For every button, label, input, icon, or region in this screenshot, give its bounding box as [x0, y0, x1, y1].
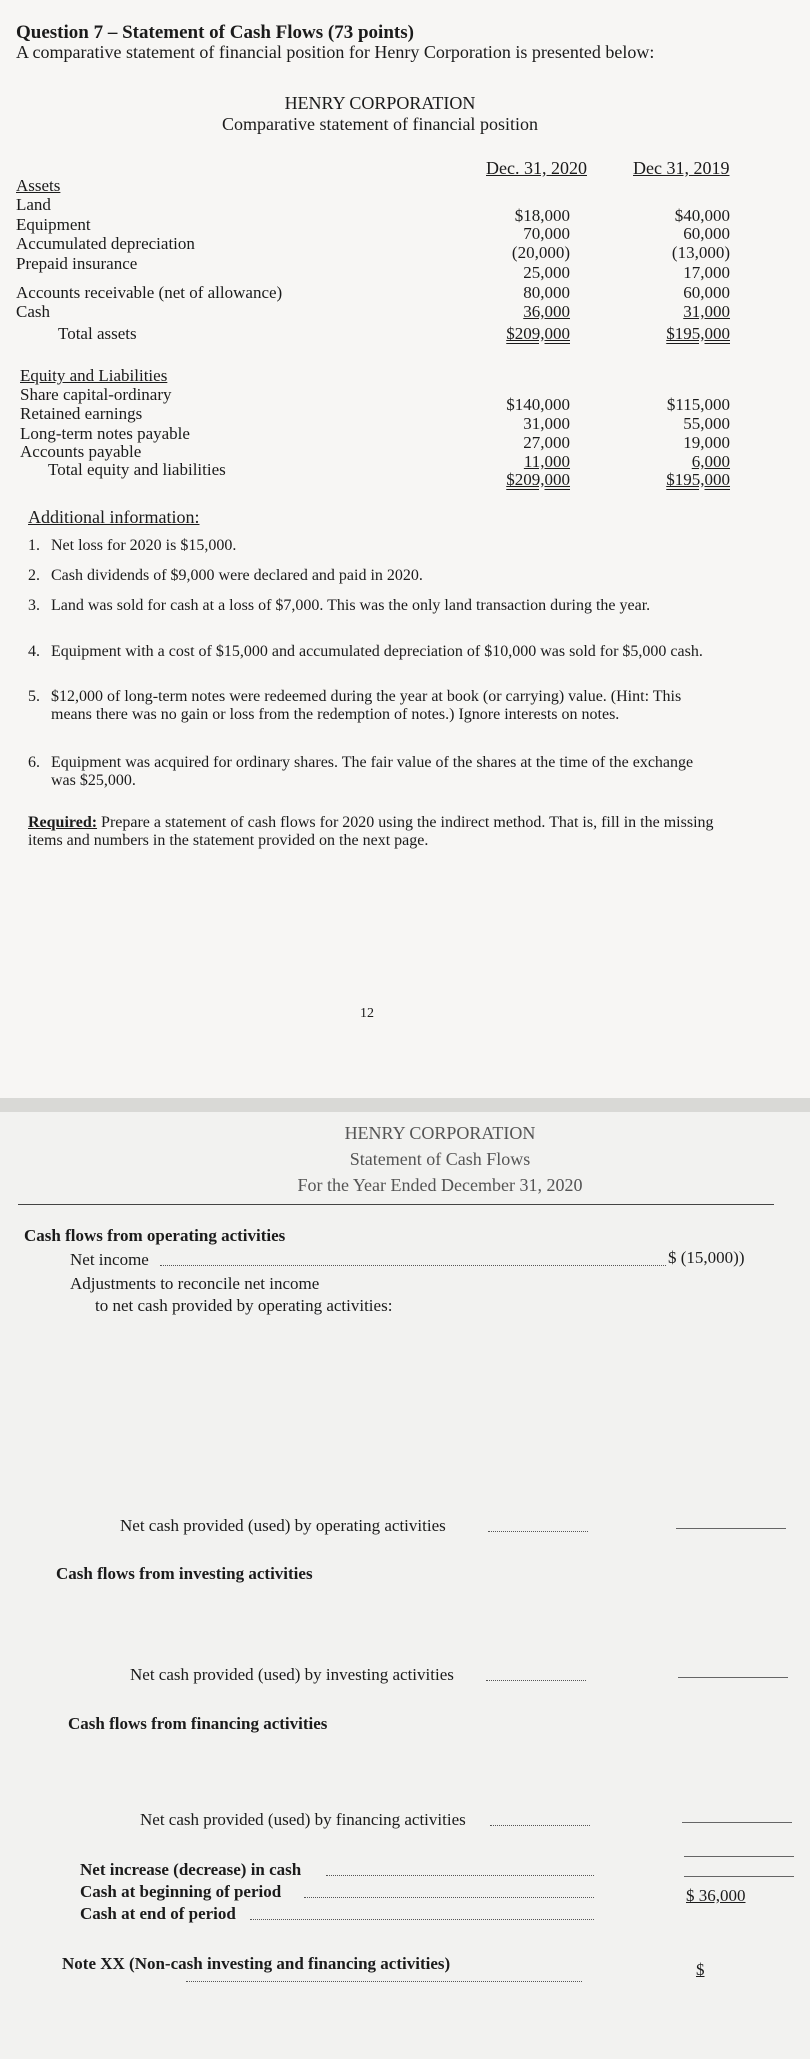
equity-label: Share capital-ordinary [20, 385, 172, 404]
column-header-2020: Dec. 31, 2020 [486, 158, 587, 178]
asset-value-2019: (13,000) [671, 243, 730, 262]
net-financing-label: Net cash provided (used) by financing activities [140, 1810, 466, 1829]
info-item: 1. Net loss for 2020 is $15,000. [28, 537, 237, 554]
answer-blank[interactable] [684, 1856, 794, 1857]
leader-dots [250, 1918, 594, 1920]
cash-begin-label: Cash at beginning of period [80, 1882, 282, 1901]
equity-value-2019: $115,000 [666, 395, 730, 414]
info-item: 5. $12,000 of long-term notes were redeemed during the year at book (or carrying) value. (Hint: This means there was no gain or loss from the redemption of notes.) Ignore interests on notes. [28, 688, 682, 723]
info-item: 3. Land was sold for cash at a loss of $7,000. This was the only land transaction during the year. [28, 597, 651, 614]
equity-value-2019: 19,000 [683, 433, 730, 452]
net-investing-label: Net cash provided (used) by investing activities [130, 1665, 454, 1684]
worksheet-page-2 [0, 1112, 810, 2059]
leader-dots [326, 1874, 594, 1876]
answer-blank[interactable] [684, 1876, 794, 1877]
leader-dots [488, 1530, 588, 1532]
asset-value-2020: 36,000 [523, 302, 570, 321]
asset-label: Land [16, 195, 51, 214]
answer-blank[interactable] [678, 1677, 788, 1678]
asset-value-2020: $18,000 [514, 206, 570, 225]
asset-value-2019: 31,000 [683, 302, 730, 321]
investing-heading: Cash flows from investing activities [56, 1564, 313, 1583]
info-item: 2. Cash dividends of $9,000 were declared and paid in 2020. [28, 567, 423, 584]
total-assets-label: Total assets [58, 324, 137, 343]
cash-end-label: Cash at end of period [80, 1904, 236, 1923]
info-item: 4. Equipment with a cost of $15,000 and accumulated depreciation of $10,000 was sold for $5,000 cash. [28, 643, 703, 660]
cf-company-name: HENRY CORPORATION [344, 1123, 536, 1143]
equity-value-2019: 6,000 [691, 452, 730, 471]
cf-period: For the Year Ended December 31, 2020 [297, 1175, 583, 1195]
asset-label: Cash [16, 302, 50, 321]
net-increase-label: Net increase (decrease) in cash [80, 1860, 302, 1879]
header-rule [18, 1204, 774, 1205]
asset-value-2019: 60,000 [683, 224, 730, 243]
net-operating-label: Net cash provided (used) by operating activities [120, 1516, 446, 1535]
leader-dots [490, 1824, 590, 1826]
asset-value-2019: 60,000 [683, 283, 730, 302]
equity-value-2020: 27,000 [523, 433, 570, 452]
operating-heading: Cash flows from operating activities [24, 1226, 286, 1245]
leader-dots [186, 1980, 582, 1982]
leader-dots [486, 1679, 586, 1681]
noncash-note-value: $ [696, 1960, 705, 1979]
leader-dots [160, 1264, 666, 1266]
equity-heading: Equity and Liabilities [20, 366, 168, 385]
net-income-label: Net income [70, 1250, 149, 1269]
asset-label: Accounts receivable (net of allowance) [16, 283, 283, 302]
info-item: 6. Equipment was acquired for ordinary shares. The fair value of the shares at the time of the exchange was $25,000. [28, 754, 694, 789]
equity-label: Accounts payable [20, 442, 142, 461]
assets-heading: Assets [16, 176, 61, 195]
equity-value-2019: 55,000 [683, 414, 730, 433]
asset-value-2019: $40,000 [674, 206, 730, 225]
total-equity-2019: $195,000 [666, 470, 730, 489]
question-subtitle: A comparative statement of financial position for Henry Corporation is presented below: [16, 42, 655, 62]
asset-label: Prepaid insurance [16, 254, 138, 273]
page-number: 12 [360, 1006, 374, 1021]
additional-info-heading: Additional information: [28, 507, 200, 527]
asset-label: Equipment [16, 215, 91, 234]
equity-value-2020: 31,000 [523, 414, 570, 433]
equity-value-2020: 11,000 [523, 452, 570, 471]
asset-value-2020: 70,000 [523, 224, 570, 243]
asset-value-2020: 80,000 [523, 283, 570, 302]
answer-blank[interactable] [682, 1822, 792, 1823]
total-equity-label: Total equity and liabilities [48, 460, 226, 479]
equity-label: Retained earnings [20, 404, 143, 423]
asset-value-2019: 17,000 [683, 263, 730, 282]
adjustments-line-2: to net cash provided by operating activities: [95, 1296, 393, 1315]
asset-label: Accumulated depreciation [16, 234, 195, 253]
cf-statement-title: Statement of Cash Flows [349, 1149, 531, 1169]
total-assets-2020: $209,000 [506, 324, 570, 343]
company-name: HENRY CORPORATION [284, 93, 476, 113]
leader-dots [304, 1896, 594, 1898]
required-instructions: Required: Prepare a statement of cash flows for 2020 using the indirect method. That is, fill in the missing items and numbers in the statement provided on the next page. [28, 814, 714, 849]
noncash-note-label: Note XX (Non-cash investing and financing activities) [62, 1954, 451, 1973]
total-assets-2019: $195,000 [666, 324, 730, 343]
answer-blank[interactable] [676, 1528, 786, 1529]
statement-title: Comparative statement of financial position [222, 114, 538, 134]
financing-heading: Cash flows from financing activities [68, 1714, 328, 1733]
adjustments-line-1: Adjustments to reconcile net income [70, 1274, 320, 1293]
equity-value-2020: $140,000 [506, 395, 570, 414]
column-header-2019: Dec 31, 2019 [633, 158, 730, 178]
total-equity-2020: $209,000 [506, 470, 570, 489]
asset-value-2020: 25,000 [523, 263, 570, 282]
question-title: Question 7 – Statement of Cash Flows (73 points) [16, 22, 414, 43]
asset-value-2020: (20,000) [511, 243, 570, 262]
cash-begin-value: $ 36,000 [686, 1886, 746, 1905]
equity-label: Long-term notes payable [20, 424, 190, 443]
page-gap [0, 1098, 810, 1112]
net-income-value: $ (15,000)) [668, 1248, 745, 1267]
